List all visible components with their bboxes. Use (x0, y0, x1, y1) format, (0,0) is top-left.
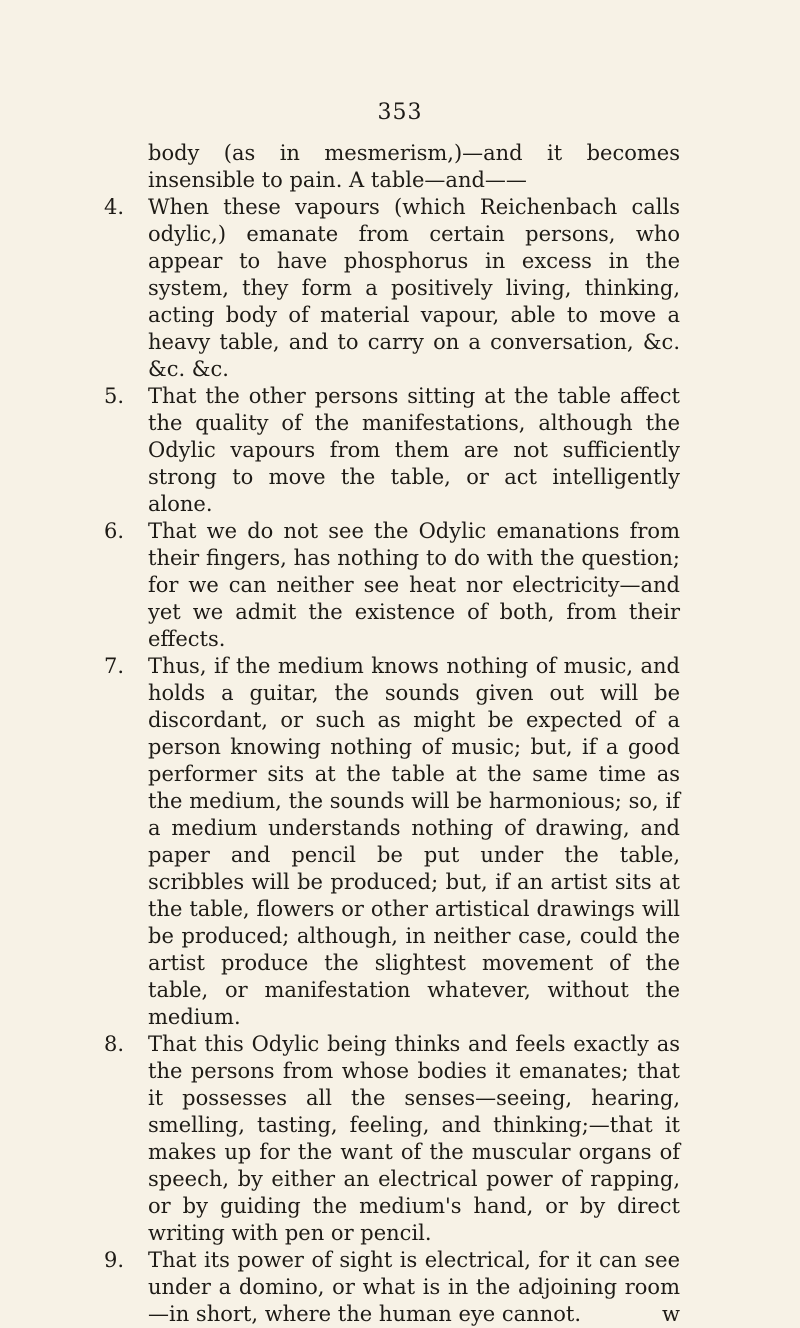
numbered-item-6 (104, 518, 680, 653)
item-number: 9. (104, 1248, 125, 1272)
signature-mark: w (662, 1302, 680, 1326)
item-text: Thus, if the medium knows nothing of music, and holds a guitar, the sounds given out will be discordant, or such as might be expected of a person knowing nothing of music; but, if a good performer sits at the table at the same time as the medium, the sounds will be harmonious; so, if a medium understands nothing of drawing, and paper and pencil be put under the table, scribbles will be produced; but, if an artist sits at the table, flowers or other artistical drawings will be produced; although, in neither case, could the artist produce the slightest movement of the table, or manifestation whatever, without the medium. (148, 654, 680, 1029)
numbered-item-9 (104, 1247, 680, 1328)
numbered-item-8 (104, 1031, 680, 1247)
numbered-item-4 (104, 194, 680, 383)
item-number: 7. (104, 654, 125, 678)
item-number: 6. (104, 519, 125, 543)
item-text: When these vapours (which Reichenbach calls odylic,) emanate from certain persons, who appear to have phosphorus in excess in the system, they form a positively living, thinking, acting body of material vapour, able to move a heavy table, and to carry on a conversation, &c. &c. &c. (148, 195, 680, 381)
item-number: 5. (104, 384, 125, 408)
page-number: 353 (377, 100, 423, 125)
item-number: 4. (104, 195, 125, 219)
body-text (104, 140, 680, 1328)
numbered-item-5 (104, 383, 680, 518)
item-text: That we do not see the Odylic emanations from their fingers, has nothing to do with the question; for we can neither see heat nor electricity—and yet we admit the existence of both, from their effects. (148, 519, 680, 651)
item-text: That its power of sight is electrical, for it can see under a domino, or what is in the adjoining room—in short, where the human eye cannot. (148, 1248, 680, 1326)
numbered-item-7 (104, 653, 680, 1031)
item-number: 8. (104, 1032, 125, 1056)
last-paragraph-wrap (104, 1247, 680, 1328)
item-text: That the other persons sitting at the table affect the quality of the manifestations, although the Odylic vapours from them are not sufficiently strong to move the table, or act intelligently alone. (148, 384, 680, 516)
intro-text: body (as in mesmerism,)—and it becomes insensible to pain. A table—and—— (148, 141, 680, 192)
intro-paragraph (148, 140, 680, 194)
item-text: That this Odylic being thinks and feels exactly as the persons from whose bodies it emanates; that it possesses all the senses—seeing, hearing, smelling, tasting, feeling, and thinking;—that it makes up for the want of the muscular organs of speech, by either an electrical power of rapping, or by guiding the medium's hand, or by direct writing with pen or pencil. (148, 1032, 680, 1245)
